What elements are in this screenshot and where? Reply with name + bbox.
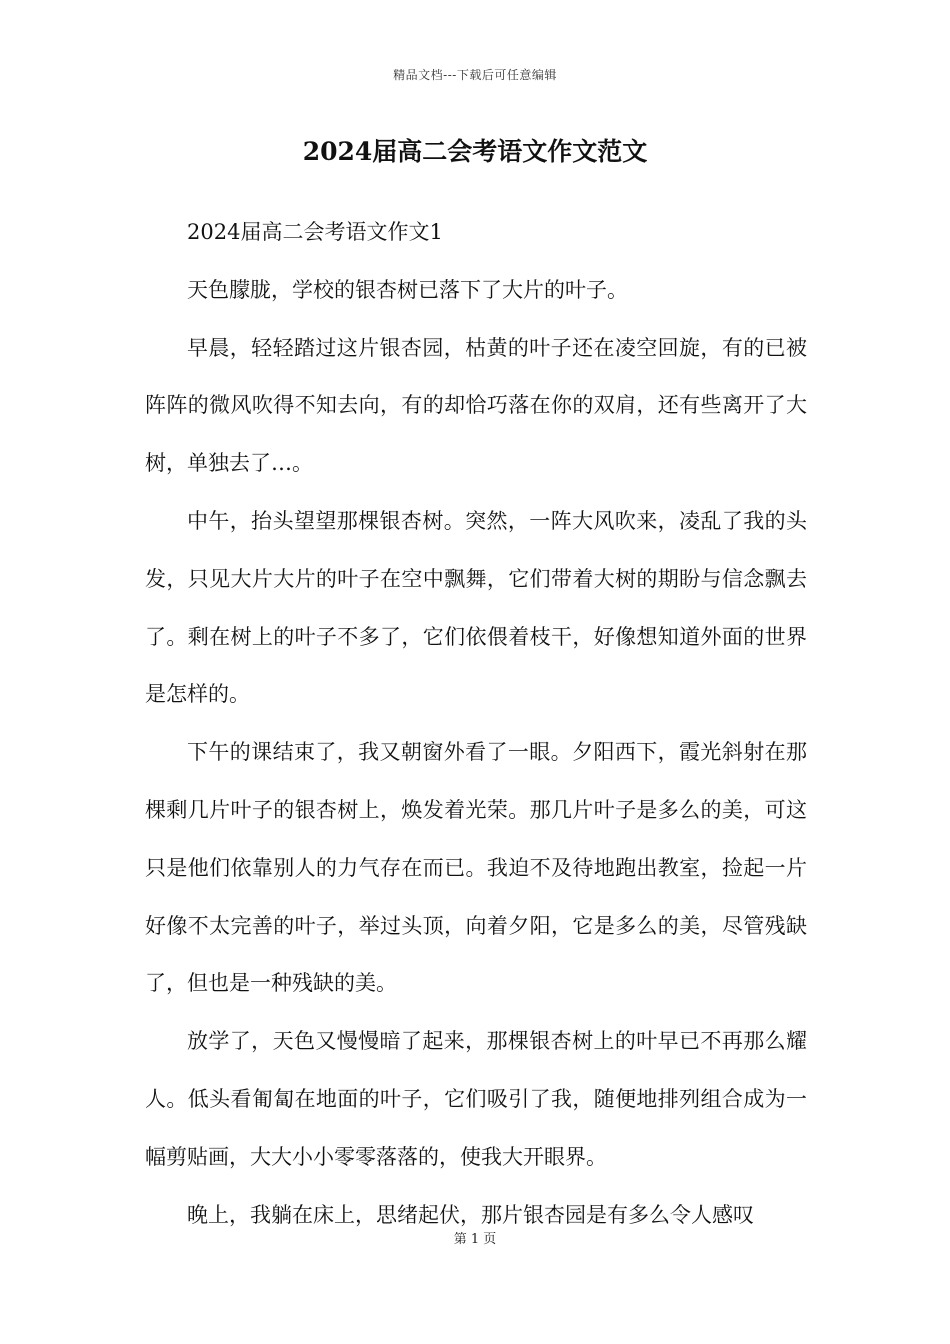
header-note: 精品文档---下载后可任意编辑	[393, 68, 557, 82]
paragraph: 晚上，我躺在床上，思绪起伏，那片银杏园是有多么令人感叹	[187, 1202, 754, 1227]
paragraph: 下午的课结束了，我又朝窗外看了一眼。夕阳西下，霞光斜射在那棵剩几片叶子的银杏树上，焕发着光荣。那几片叶子是多么的美，可这只是他们依靠别人的力气存在而已。我迫不及待地跑出教室，捡起一片好像不太完善的叶子，举过头顶，向着夕阳，它是多么的美，尽管残缺了，但也是一种残缺的美。	[145, 740, 807, 996]
document-body	[145, 204, 807, 1244]
paragraph: 中午，抬头望望那棵银杏树。突然，一阵大风吹来，凌乱了我的头发，只见大片大片的叶子在空中飘舞，它们带着大树的期盼与信念飘去了。剩在树上的叶子不多了，它们依偎着枝干，好像想知道外面的世界是怎样的。	[145, 508, 807, 707]
paragraph: 天色朦胧，学校的银杏树已落下了大片的叶子。	[187, 277, 628, 302]
essay-subtitle: 2024届高二会考语文作文1	[187, 220, 443, 244]
paragraph: 放学了，天色又慢慢暗了起来，那棵银杏树上的叶早已不再那么耀人。低头看匍匐在地面的叶子，它们吸引了我，随便地排列组合成为一幅剪贴画，大大小小零零落落的，使我大开眼界。	[145, 1029, 807, 1169]
page-number: 第 1 页	[453, 1232, 497, 1247]
paragraph: 早晨，轻轻踏过这片银杏园，枯黄的叶子还在凌空回旋，有的已被阵阵的微风吹得不知去向，有的却恰巧落在你的双肩，还有些离开了大树，单独去了…。	[145, 335, 807, 476]
document-title: 2024届高二会考语文作文范文	[302, 137, 648, 166]
